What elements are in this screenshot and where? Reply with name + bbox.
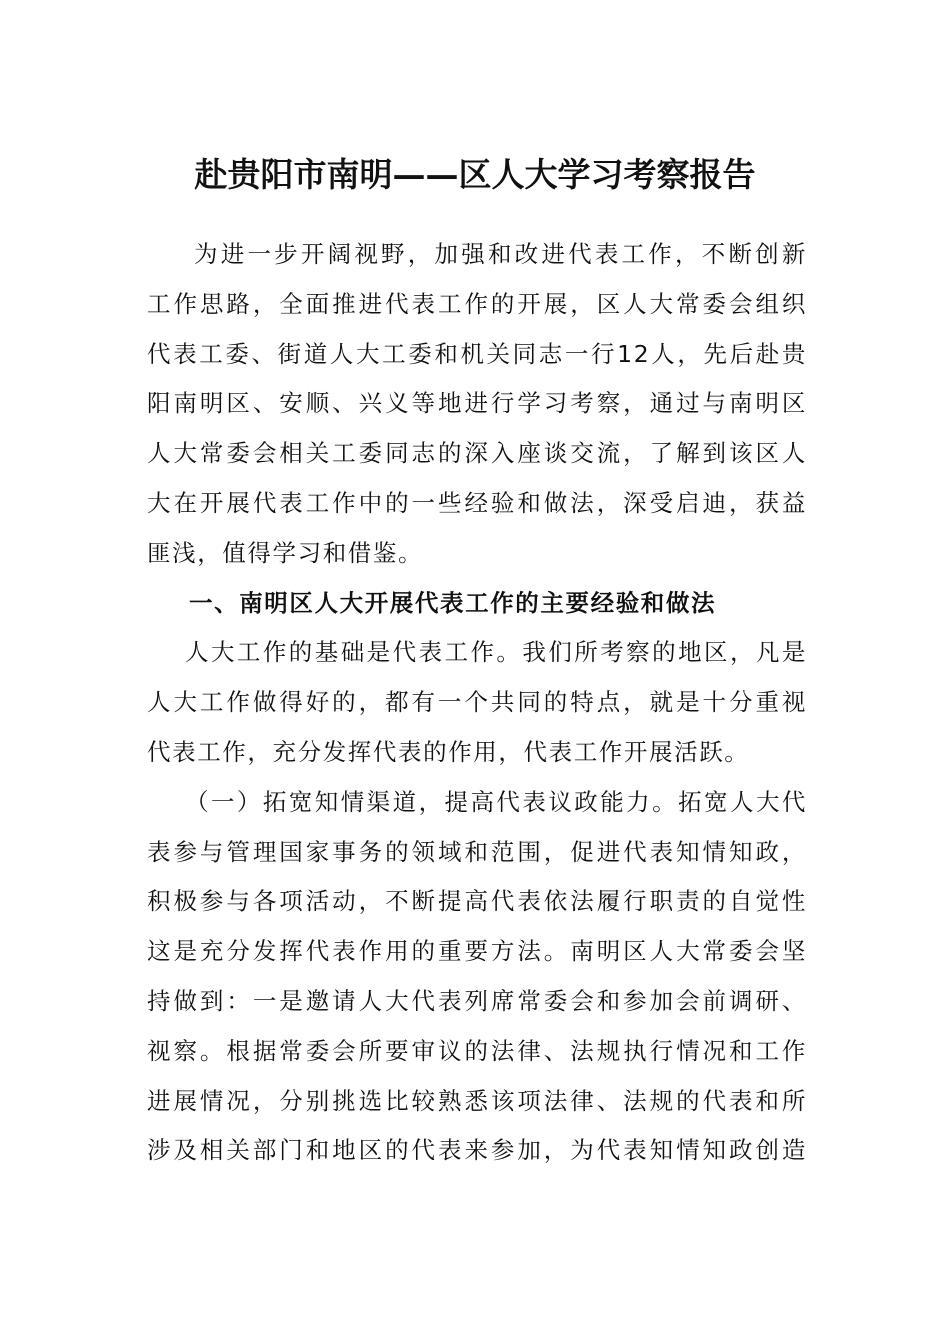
paragraph-line: 匪浅，值得学习和借鉴。 — [147, 538, 424, 567]
paragraph-line: 表参与管理国家事务的领域和范围，促进代表知情知政， — [147, 837, 807, 866]
document-title: 赴贵阳市南明——区人大学习考察报告 — [194, 155, 756, 194]
section-heading: 一、南明区人大开展代表工作的主要经验和做法 — [189, 588, 717, 617]
paragraph-line: 工作思路，全面推进代表工作的开展，区人大常委会组织 — [147, 289, 807, 318]
paragraph-line: （一）拓宽知情渠道，提高代表议政能力。拓宽人大代 — [185, 787, 807, 816]
paragraph-line: 阳南明区、安顺、兴义等地进行学习考察，通过与南明区 — [147, 389, 807, 418]
paragraph-line: 持做到：一是邀请人大代表列席常委会和参加会前调研、 — [147, 986, 807, 1015]
paragraph-line: 代表工作，充分发挥代表的作用，代表工作开展活跃。 — [147, 737, 750, 766]
paragraph-line: 积极参与各项活动，不断提高代表依法履行职责的自觉性 — [147, 887, 807, 916]
paragraph-line: 涉及相关部门和地区的代表来参加，为代表知情知政创造 — [147, 1136, 807, 1165]
paragraph-line: 代表工委、街道人大工委和机关同志一行12人，先后赴贵 — [147, 339, 807, 368]
paragraph-line: 为进一步开阔视野，加强和改进代表工作，不断创新 — [194, 240, 807, 268]
paragraph-line: 视察。根据常委会所要审议的法律、法规执行情况和工作 — [147, 1036, 807, 1065]
paragraph-line: 进展情况，分别挑选比较熟悉该项法律、法规的代表和所 — [147, 1086, 807, 1115]
paragraph-line: 这是充分发挥代表作用的重要方法。南明区人大常委会坚 — [147, 937, 807, 966]
paragraph-line: 人大工作做得好的，都有一个共同的特点，就是十分重视 — [147, 688, 807, 717]
paragraph-line: 大在开展代表工作中的一些经验和做法，深受启迪，获益 — [147, 488, 807, 517]
paragraph-line: 人大工作的基础是代表工作。我们所考察的地区，凡是 — [185, 638, 807, 667]
paragraph-line: 人大常委会相关工委同志的深入座谈交流，了解到该区人 — [147, 439, 807, 468]
document-body — [147, 230, 807, 1176]
